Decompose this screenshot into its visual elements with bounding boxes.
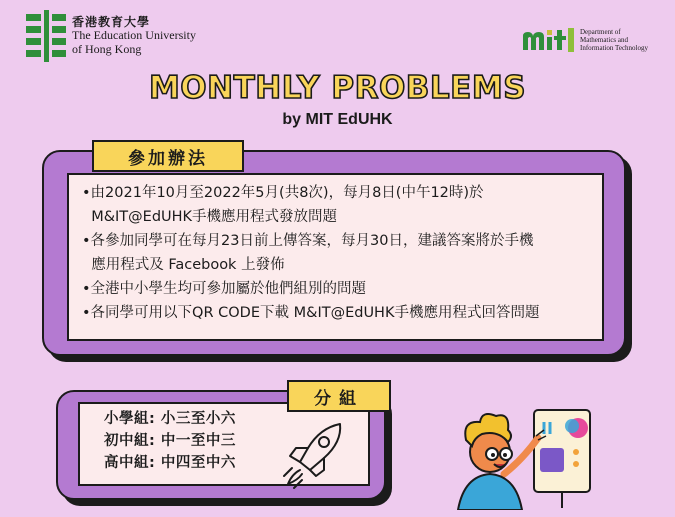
rule-line: •全港中小學生均可參加屬於他們組別的問題 — [82, 281, 367, 297]
mit-line1: Department of — [580, 28, 621, 36]
mit-logo-icon — [522, 28, 576, 52]
eduhk-name-en-line1: The Education University — [72, 28, 196, 43]
rule-line: 應用程式及 Facebook 上發佈 — [82, 257, 285, 273]
eduhk-logo-icon — [26, 10, 66, 62]
participation-label: 參加辦法 — [92, 140, 244, 172]
group-item: 高中組: 中四至中六 — [104, 455, 236, 471]
eduhk-logo — [26, 10, 196, 62]
rule-line: •各參加同學可在每月23日前上傳答案，每月30日，建議答案將於手機 — [82, 233, 534, 249]
mit-department-logo — [522, 28, 648, 52]
group-item: 初中組: 中一至中三 — [104, 433, 236, 449]
grouping-label: 分組 — [287, 380, 391, 412]
page-subtitle: by MIT EdUHK — [282, 111, 393, 128]
eduhk-name-zh: 香港教育大學 — [72, 14, 151, 29]
presenter-illustration — [452, 400, 612, 510]
rule-line: •各同學可用以下QR CODE下載 M&IT@EdUHK手機應用程式回答問題 — [82, 305, 540, 321]
mit-line2: Mathematics and — [580, 36, 629, 45]
eduhk-name-en-line2: of Hong Kong — [72, 41, 142, 56]
rule-line: M&IT@EdUHK手機應用程式發放問題 — [82, 209, 338, 225]
group-item: 小學組: 小三至小六 — [104, 411, 236, 427]
participation-rules — [82, 181, 597, 325]
mit-line3: Information Technology — [580, 44, 649, 53]
page-title: MONTHLY PROBLEMS — [148, 70, 527, 106]
rocket-icon — [280, 418, 352, 494]
rule-line: •由2021年10月至2022年5月(共8次)，每月8日(中午12時)於 — [82, 185, 484, 201]
group-list — [104, 408, 236, 474]
